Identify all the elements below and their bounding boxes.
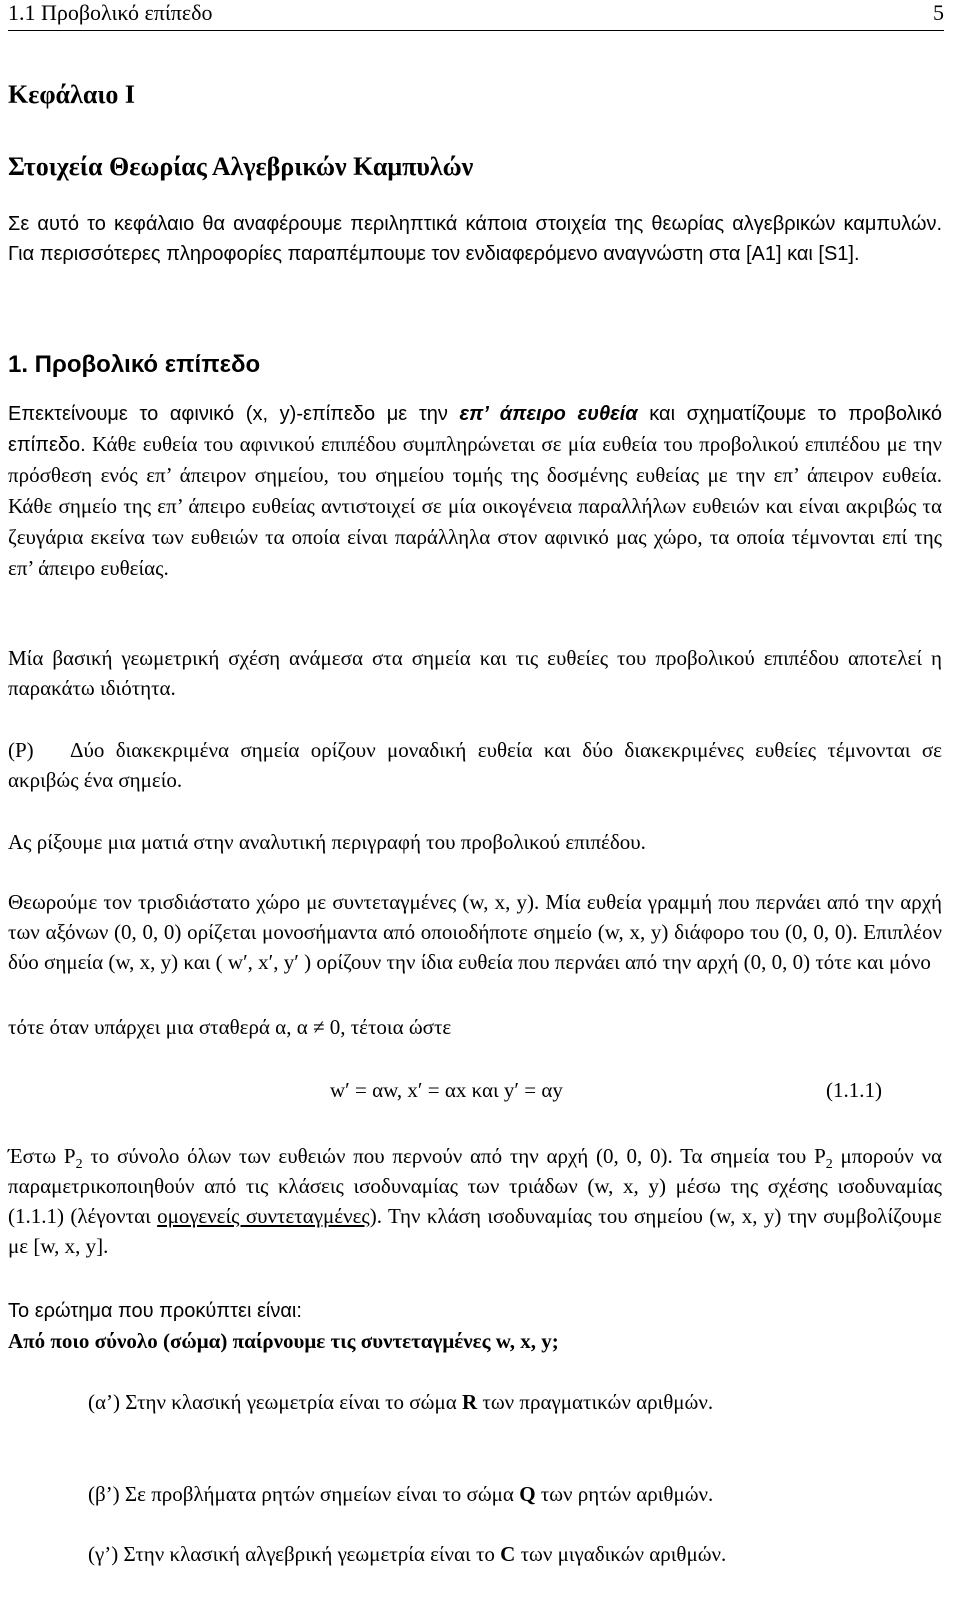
property-label: (P) — [8, 738, 34, 762]
p5-text-c: μπορούν να παραμετρικοποιηθούν από τις κλάσεις ισοδυναμίας των τριάδων (w, x, y) μέσω της σχέσης ισοδυναμίας (1.1.1) (λέγονται — [8, 1144, 942, 1228]
paragraph-coordinates-end: τότε όταν υπάρχει μια σταθερά α, α ≠ 0, τέτοια ώστε — [8, 1015, 452, 1039]
question-intro: Το ερώτημα που προκύπτει είναι: — [8, 1300, 302, 1322]
answer-c-field: C — [500, 1542, 516, 1566]
paragraph-projective-plane — [8, 399, 942, 584]
p5-text-a: Έστω P — [8, 1144, 76, 1168]
paragraph-p2 — [8, 1141, 942, 1261]
answer-b-post: των ρητών αριθμών. — [535, 1482, 714, 1506]
paragraph-coordinates — [8, 887, 942, 977]
property-text: Δύο διακεκριμένα σημεία ορίζουν μοναδική ευθεία και δύο διακεκριμένες ευθείες τέμνονται σε ακριβώς ένα σημείο. — [8, 738, 942, 792]
answer-c — [88, 1539, 938, 1569]
answer-b — [88, 1479, 938, 1509]
equation-formula: w′ = αw, x′ = αx και y′ = αy — [330, 1078, 563, 1102]
running-header — [8, 0, 944, 31]
intro-paragraph: Σε αυτό το κεφάλαιο θα αναφέρουμε περιληπτικά κάποια στοιχεία της θεωρίας αλγεβρικών καμπυλών. Για περισσότερες πληροφορίες παραπέμπουμε τον ενδιαφερόμενο αναγνώστη στα [Α1] και [S1]. — [8, 213, 942, 265]
homogeneous-coordinates: ομογενείς συντεταγμένες — [157, 1204, 370, 1228]
answer-c-pre: (γ’) Στην κλασική αλγεβρική γεωμετρία είναι το — [88, 1542, 501, 1566]
p5-text-d: ). Την κλάση ισοδυναμίας του σημείου (w, x, y) την συμβολίζουμε με [w, x, y]. — [8, 1204, 942, 1258]
question-bold: Από ποιο σύνολο (σώμα) παίρνουμε τις συντεταγμένες w, x, y; — [8, 1329, 559, 1353]
answer-b-pre: (β’) Σε προβλήματα ρητών σημείων είναι το σώμα — [88, 1482, 520, 1506]
answer-a-post: των πραγματικών αριθμών. — [477, 1390, 714, 1414]
p1-text-b: και σχηματίζουμε το προβολικό επίπεδο. — [8, 403, 942, 456]
page-number: 5 — [933, 0, 944, 25]
p5-sub-b: 2 — [825, 1157, 833, 1173]
answer-a-pre: (α’) Στην κλασική γεωμετρία είναι το σώμα — [88, 1390, 462, 1414]
equation-number: (1.1.1) — [826, 1078, 882, 1102]
header-section-title: 1.1 Προβολικό επίπεδο — [8, 0, 213, 25]
chapter-label: Κεφάλαιο Ι — [8, 80, 136, 109]
property-p — [8, 735, 942, 795]
section-title: 1. Προβολικό επίπεδο — [8, 351, 261, 378]
p1-emphasis: επ’ άπειρο ευθεία — [459, 403, 638, 425]
answer-a — [88, 1387, 938, 1417]
p5-sub-a: 2 — [75, 1157, 83, 1173]
answer-c-post: των μιγαδικών αριθμών. — [515, 1542, 727, 1566]
answer-a-field: R — [461, 1390, 478, 1414]
p5-text-b: το σύνολο όλων των ευθειών που περνούν από την αρχή (0, 0, 0). Τα σημεία του P — [82, 1144, 826, 1168]
p4-text-a: Θεωρούμε τον τρισδιάστατο χώρο με συντεταγμένες (w, x, y). Μία ευθεία γραμμή που περνάει από την αρχή των αξόνων (0, 0, 0) ορίζεται μονοσήμαντα από οποιοδήποτε σημείο (w, x, y) διάφορο του (0, 0, 0). Επιπλέον δύο σημεία (w, x, y) και — [8, 890, 942, 974]
paragraph-analytic: Ας ρίξουμε μια ματιά στην αναλυτική περιγραφή του προβολικού επιπέδου. — [8, 830, 646, 854]
answer-b-field: Q — [519, 1482, 536, 1506]
p4-math: ( w′, x′, y′ ) — [215, 950, 312, 974]
paragraph-basic-relation: Μία βασική γεωμετρική σχέση ανάμεσα στα σημεία και τις ευθείες του προβολικού επιπέδου αποτελεί η παρακάτω ιδιότητα. — [8, 646, 942, 700]
chapter-title: Στοιχεία Θεωρίας Αλγεβρικών Καμπυλών — [8, 152, 474, 181]
p4-text-b: ορίζουν την ίδια ευθεία που περνάει από την αρχή (0, 0, 0) τότε και μόνο — [311, 950, 931, 974]
p1-text-c: Κάθε ευθεία του αφινικού επιπέδου συμπληρώνεται σε μία ευθεία του προβολικού επιπέδου με την πρόσθεση ενός επ’ άπειρον σημείου, του σημείου τομής της δοσμένης ευθείας με την επ’ άπειρον ευθεία. Κάθε σημείο της επ’ άπειρο ευθείας αντιστοιχεί σε μία οικογένεια παραλλήλων ευθειών και είναι ακριβώς τα ζευγάρια εκείνα των ευθειών τα οποία είναι παράλληλα στον αφινικό μας χώρο, τα οποία τέμνονται επί της επ’ άπειρο ευθείας. — [8, 432, 942, 580]
p1-text-a: Επεκτείνουμε το αφινικό (x, y)-επίπεδο με την — [8, 403, 460, 425]
